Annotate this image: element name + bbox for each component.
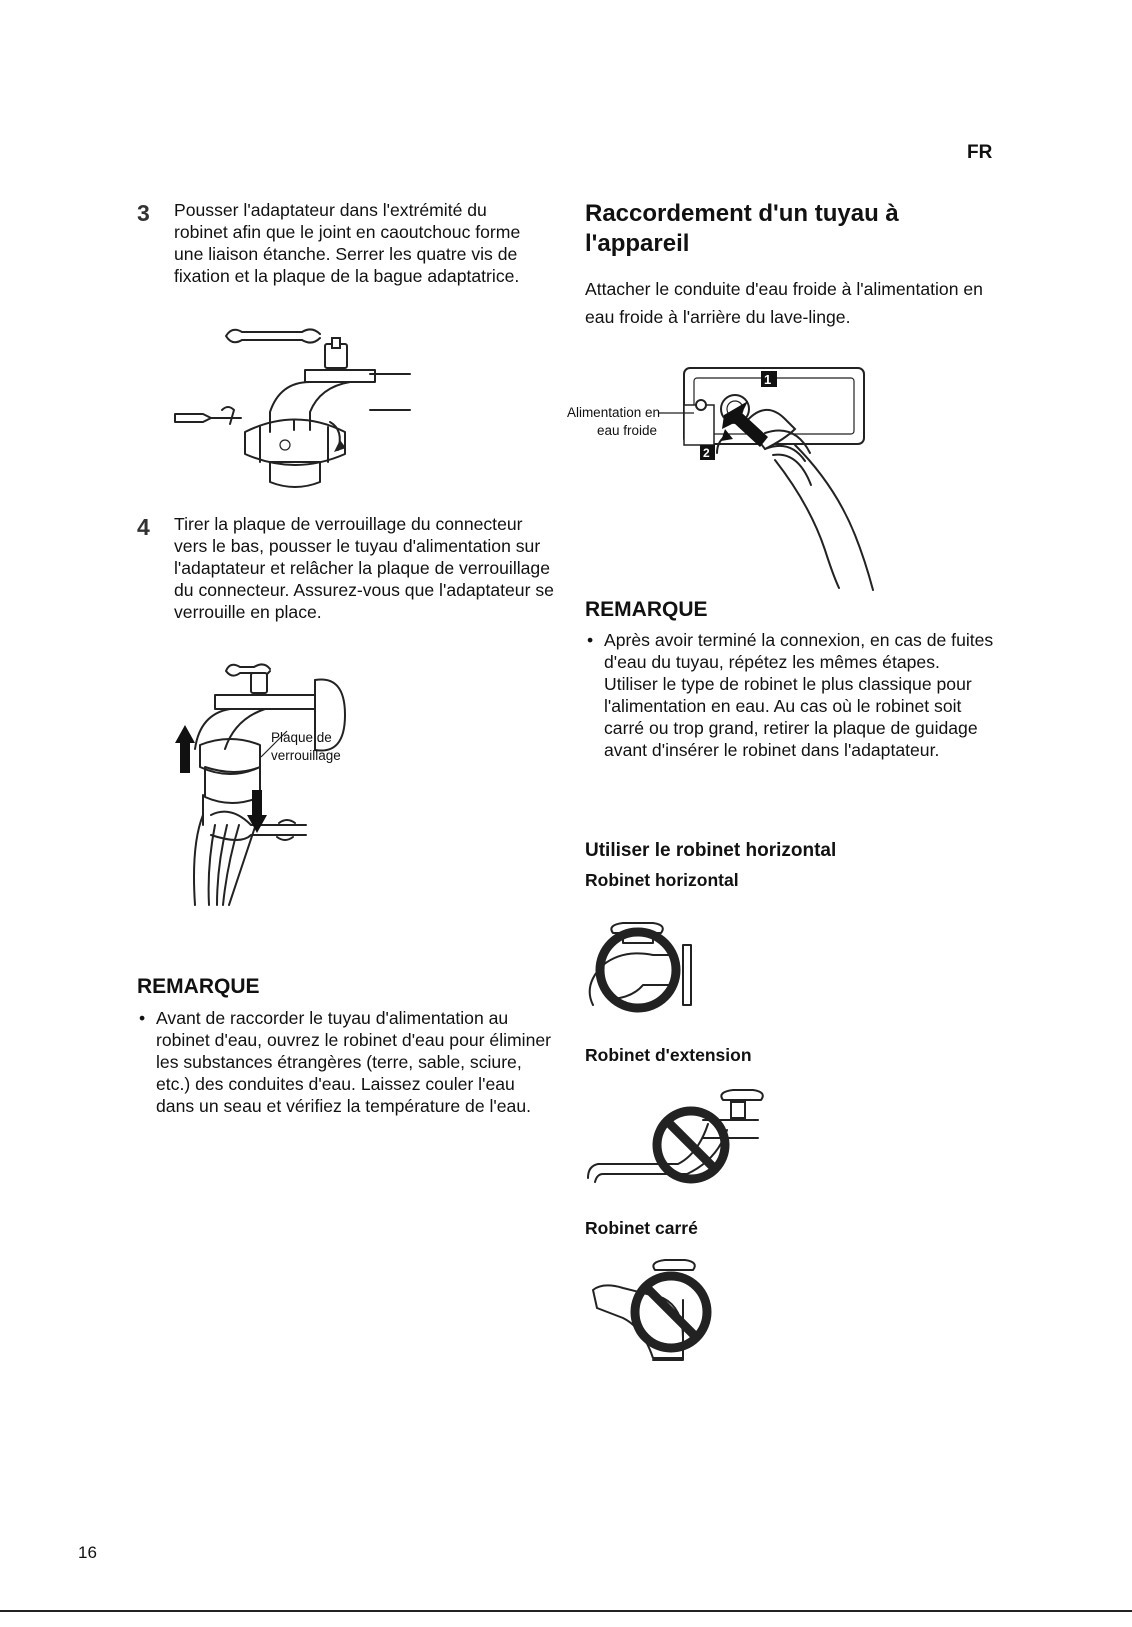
page-number: 16 [78,1543,97,1562]
right-intro-text: Attacher le conduite d'eau froide à l'alimentation en eau froide à l'arrière du lave-linge. [585,279,983,327]
horizontal-faucet-illustration [583,915,703,1015]
locking-plate-callout: Plaque de verrouillage [271,730,341,763]
right-remarque-text: Après avoir terminé la connexion, en cas de fuites d'eau du tuyau, répétez les mêmes étapes. Utiliser le type de robinet le plus classique pour l'alimentation en eau. Au cas où le robinet soit carré ou trop grand, retirer la plaque de guidage avant d'insérer le robinet dans l'adaptateur. [604,630,994,760]
left-remarque-title: REMARQUE [137,975,260,998]
faucet-square-label: Robinet carré [585,1218,698,1238]
extension-faucet-illustration [583,1090,783,1190]
right-remarque-title: REMARQUE [585,598,708,621]
language-code: FR [967,142,993,163]
step-3-text: Pousser l'adaptateur dans l'extrémité du robinet afin que le joint en caoutchouc forme une liaison étanche. Serrer les quatre vis de fixation et la plaque de la bague adaptatrice. [174,200,521,286]
square-faucet-illustration [583,1260,733,1360]
faucet-horizontal-label: Robinet horizontal [585,870,739,890]
cold-water-callout-line1: Alimentation en [566,405,660,420]
badge-2: 2 [703,446,710,460]
bullet-glyph: • [587,630,594,650]
left-remarque-item [137,1007,557,1117]
step-number-3: 3 [137,200,150,226]
step-number-4: 4 [137,514,150,540]
cold-water-callout-line2: eau froide [596,423,657,438]
bullet-glyph: • [139,1008,146,1028]
left-remarque-text: Avant de raccorder le tuyau d'alimentation au robinet d'eau, ouvrez le robinet d'eau pour éliminer les substances étrangères (terre, sable, sciure, etc.) des conduites d'eau. Laissez couler l'eau dans un seau et vérifiez la température de l'eau. [156,1008,552,1116]
right-remarque-item [585,629,995,761]
cold-water-inlet-illustration [655,365,895,585]
adaptor-screw-illustration [170,322,420,487]
bottom-divider [0,1610,1132,1612]
horizontal-faucet-section-title: Utiliser le robinet horizontal [585,840,837,861]
faucet-extension-label: Robinet d'extension [585,1045,752,1065]
badge-1: 1 [764,372,772,387]
locking-plate-illustration [175,655,355,905]
step-4-text: Tirer la plaque de verrouillage du connecteur vers le bas, pousser le tuyau d'alimentation sur l'adaptateur et relâcher la plaque de verrouillage du connecteur. Assurez-vous que l'adaptateur se verrouille en place. [174,514,554,622]
right-section-title: Raccordement d'un tuyau à l'appareil [585,200,899,257]
